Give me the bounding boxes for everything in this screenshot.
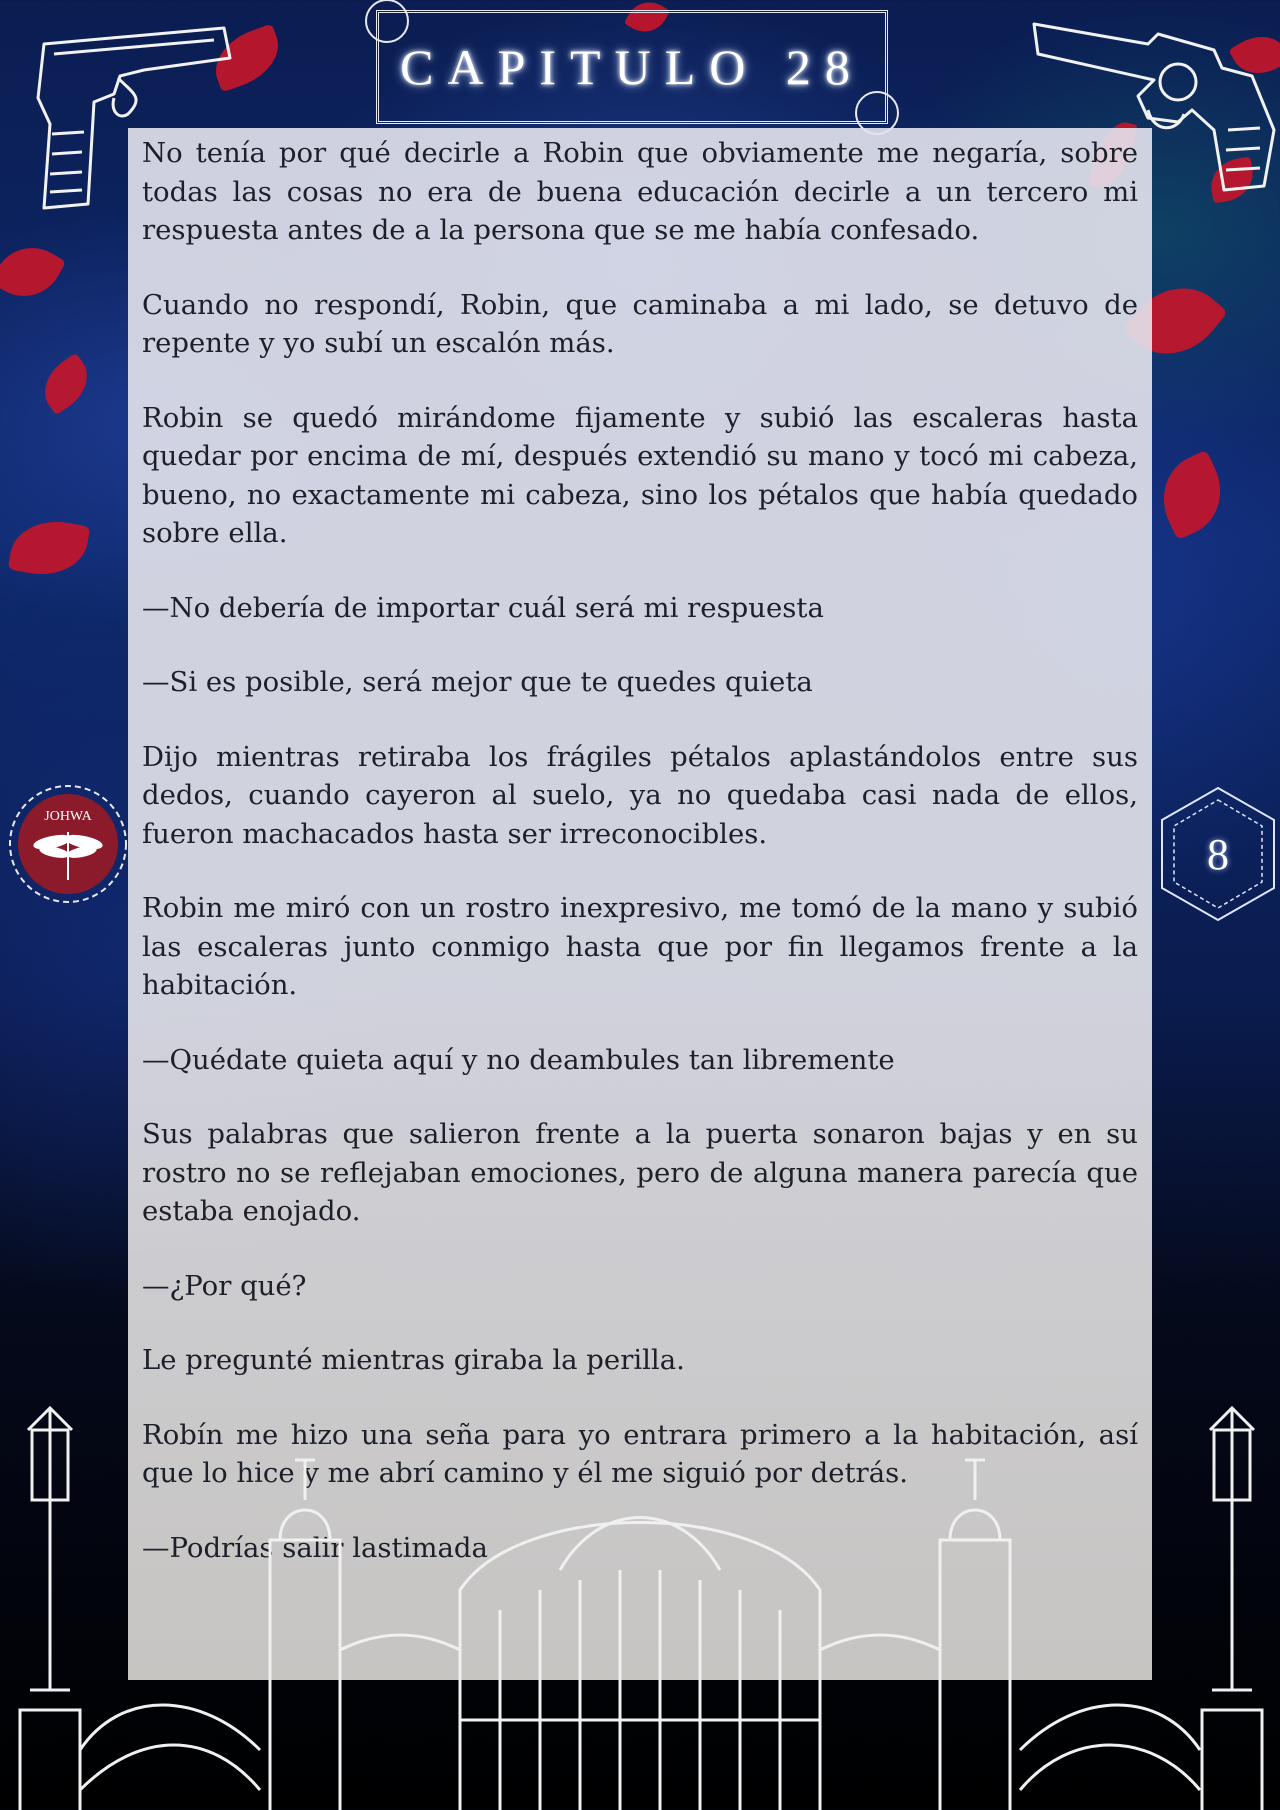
dialogue-line: —Si es posible, será mejor que te quedes quieta <box>142 666 813 698</box>
chapter-title: CAPITULO 28 <box>400 39 864 95</box>
rose-petal <box>1148 450 1236 540</box>
paragraph: Cuando no respondí, Robin, que caminaba a mi lado, se detuvo de repente y yo subí un escalón más. <box>142 288 1138 359</box>
paragraph: Robín me hizo una seña para yo entrara primero a la habitación, así que lo hice y me abrí camino y él me siguió por detrás. <box>142 1418 1138 1489</box>
paragraph: Sus palabras que salieron frente a la puerta sonaron bajas y en su rostro no se reflejaban emociones, pero de alguna manera parecía que estaba enojado. <box>142 1118 1138 1227</box>
emblem-text: JOHWA <box>44 809 92 824</box>
paragraph: Dijo mientras retiraba los frágiles pétalos aplastándolos entre sus dedos, cuando cayeron al suelo, ya no quedaba casi nada de ellos, fueron machacados hasta ser irreconocibles. <box>142 740 1138 850</box>
dialogue-line: —Podrías salir lastimada <box>142 1531 488 1564</box>
paragraph: Le pregunté mientras giraba la perilla. <box>142 1344 685 1376</box>
dialogue-line: —Quédate quieta aquí y no deambules tan libremente <box>142 1043 895 1076</box>
rose-petal <box>33 353 99 416</box>
johwa-emblem <box>8 784 128 904</box>
paragraph: Robin se quedó mirándome fijamente y subió las escaleras hasta quedar por encima de mí, después extendió su mano y tocó mi cabeza, bueno, no exactamente mi cabeza, sino los pétalos que había quedado sobre ella. <box>142 401 1138 549</box>
paragraph: Robin me miró con un rostro inexpresivo, me tomó de la mano y subió las escaleras junto conmigo hasta que por fin llegamos frente a la habitación. <box>142 892 1138 1001</box>
rose-petal <box>8 514 91 582</box>
gate-illustration <box>0 1390 1280 1810</box>
page-number: 8 <box>1207 829 1229 879</box>
page-number-badge <box>1156 784 1280 924</box>
rose-petal <box>0 234 66 310</box>
chapter-frame <box>376 10 888 124</box>
dialogue-line: —¿Por qué? <box>142 1269 307 1302</box>
dialogue-line: —No debería de importar cuál será mi respuesta <box>142 591 824 624</box>
paragraph: No tenía por qué decirle a Robin que obviamente me negaría, sobre todas las cosas no era de buena educación decirle a un tercero mi respuesta antes de a la persona que se me había confesado. <box>142 137 1138 246</box>
